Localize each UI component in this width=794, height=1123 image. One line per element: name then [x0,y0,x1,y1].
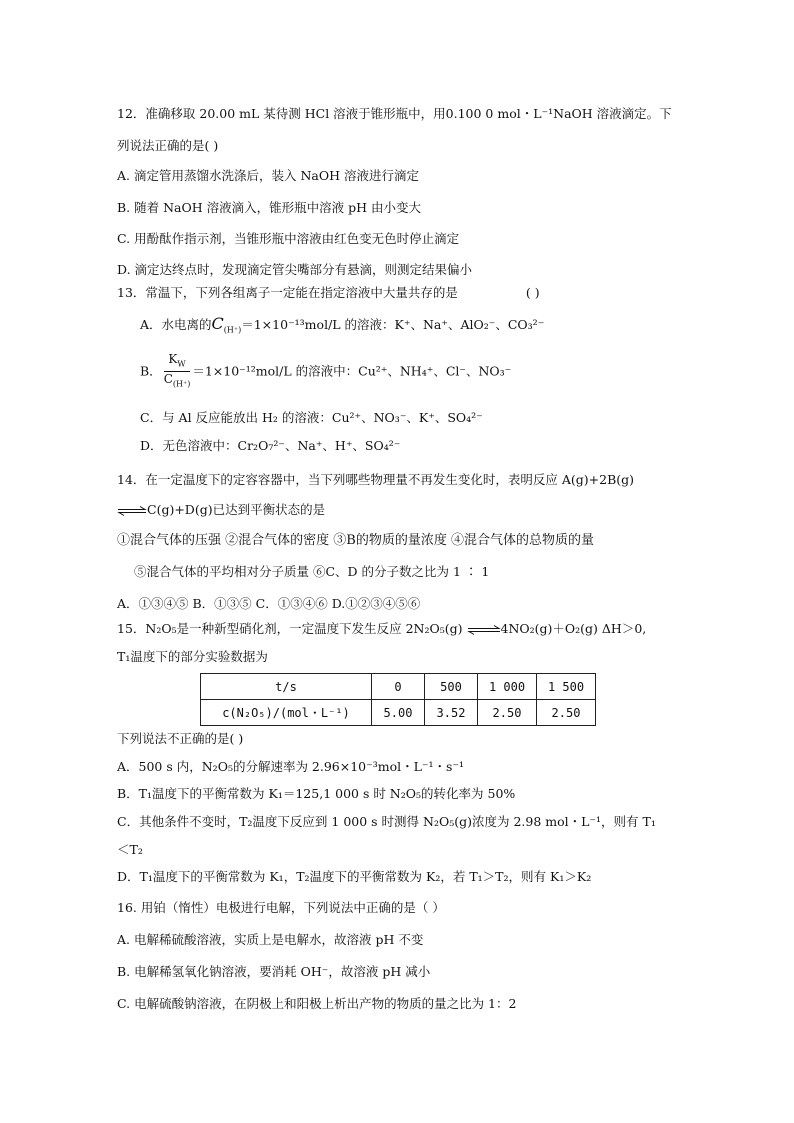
table-header-cell: 1 000 [478,674,537,700]
q12-option-c: C. 用酚酞作指示剂，当锥形瓶中溶液由红色变无色时停止滴定 [117,231,460,246]
q13-option-d: D．无色溶液中：Cr₂O₇²⁻、Na⁺、H⁺、SO₄²⁻ [140,438,401,453]
kw-over-ch-fraction: $\frac{K_W}{C_{(H^+)}}$ [163,352,191,389]
q15-option-a: A．500 s 内，N₂O₅的分解速率为 2.96×10⁻³mol・L⁻¹・s⁻¹ [117,759,465,774]
q12-option-d: D. 滴定达终点时，发现滴定管尖嘴部分有悬滴，则测定结果偏小 [117,262,473,277]
q15-option-d: D．T₁温度下的平衡常数为 K₁，T₂温度下的平衡常数为 K₂，若 T₁＞T₂，则有 K₁＞K₂ [117,869,592,884]
q16-option-c: C. 电解硫酸钠溶液，在阴极上和阳极上析出产物的物质的量之比为 1：2 [117,996,517,1011]
q15-data-table [200,673,596,726]
q13-option-a: A．水电离的$C_{(H^+)}=1\times 10^{-13}mol/L$ 的溶液：K⁺、Na⁺、AlO₂⁻、CO₃²⁻ [140,314,545,335]
q13-option-c: C．与 Al 反应能放出 H₂ 的溶液：Cu²⁺、NO₃⁻、K⁺、SO₄²⁻ [140,410,483,425]
q15-option-c-line2: ＜T₂ [117,842,143,857]
q14-stem-line1: 14．在一定温度下的定容容器中，当下列哪些物理量不再发生变化时，表明反应 A(g)+2B(g) [117,472,635,487]
q16-option-a: A. 电解稀硫酸溶液，实质上是电解水，故溶液 pH 不变 [117,932,424,947]
table-cell: 3.52 [425,700,478,726]
q12-stem-line1: 12．准确移取 20.00 mL 某待测 HCl 溶液于锥形瓶中，用0.100 0 mol・L⁻¹NaOH 溶液滴定。下 [117,106,672,121]
q12-stem-line2: 列说法正确的是( ) [117,138,219,153]
table-header-cell: t/s [201,674,372,700]
q14-items-line2: ⑤混合气体的平均相对分子质量 ⑥C、D 的分子数之比为 1 ∶ 1 [134,564,490,579]
q16-stem: 16. 用铂（惰性）电极进行电解，下列说法中正确的是（ ） [117,900,445,915]
q15-option-b: B．T₁温度下的平衡常数为 K₁＝125,1 000 s 时 N₂O₅的转化率为 50% [117,786,516,801]
q15-stem-line1: 15．N₂O₅是一种新型硝化剂，一定温度下发生反应 2N₂O₅(g) 4NO₂(g)＋O₂(g) ΔH＞0, [117,621,647,636]
table-row [201,674,596,700]
q13-stem-text: 13．常温下，下列各组离子一定能在指定溶液中大量共存的是 [117,285,458,300]
table-cell: c(N₂O₅)/(mol・L⁻¹) [201,700,372,726]
q16-option-b: B. 电解稀氢氧化钠溶液，要消耗 OH⁻，故溶液 pH 减小 [117,964,431,979]
c-h-symbol: C [211,314,224,333]
table-header-cell: 1 500 [537,674,596,700]
q13-answer-bracket: ( ) [525,285,540,300]
q12-option-b: B. 随着 NaOH 溶液滴入，锥形瓶中溶液 pH 由小变大 [117,200,421,215]
q15-stem-line2: T₁温度下的部分实验数据为 [117,649,268,664]
q13-stem [117,285,540,301]
q14-items-line1: ①混合气体的压强 ②混合气体的密度 ③B的物质的量浓度 ④混合气体的总物质的量 [117,533,594,548]
table-header-cell: 0 [372,674,425,700]
q14-stem-line2: C(g)+D(g)已达到平衡状态的是 [117,502,325,518]
table-header-cell: 500 [425,674,478,700]
q15-option-c-line1: C．其他条件不变时，T₂温度下反应到 1 000 s 时测得 N₂O₅(g)浓度为 2.98 mol・L⁻¹，则有 T₁ [117,814,656,829]
q13-option-b: B． $\frac{K_W}{C_{(H^+)}}$ ＝1×10⁻¹²mol/L 的溶液中：Cu²⁺、NH₄⁺、Cl⁻、NO₃⁻ [140,352,511,392]
table-cell: 5.00 [372,700,425,726]
equilibrium-arrow-icon [117,506,147,516]
q12-option-a: A. 滴定管用蒸馏水洗涤后，装入 NaOH 溶液进行滴定 [117,168,419,183]
table-cell: 2.50 [478,700,537,726]
table-row [201,700,596,726]
equilibrium-arrow-icon [467,625,501,635]
table-cell: 2.50 [537,700,596,726]
q14-options: A．①③④⑤ B．①③⑤ C．①③④⑥ D.①②③④⑤⑥ [117,596,421,611]
q15-question: 下列说法不正确的是( ) [117,731,244,746]
